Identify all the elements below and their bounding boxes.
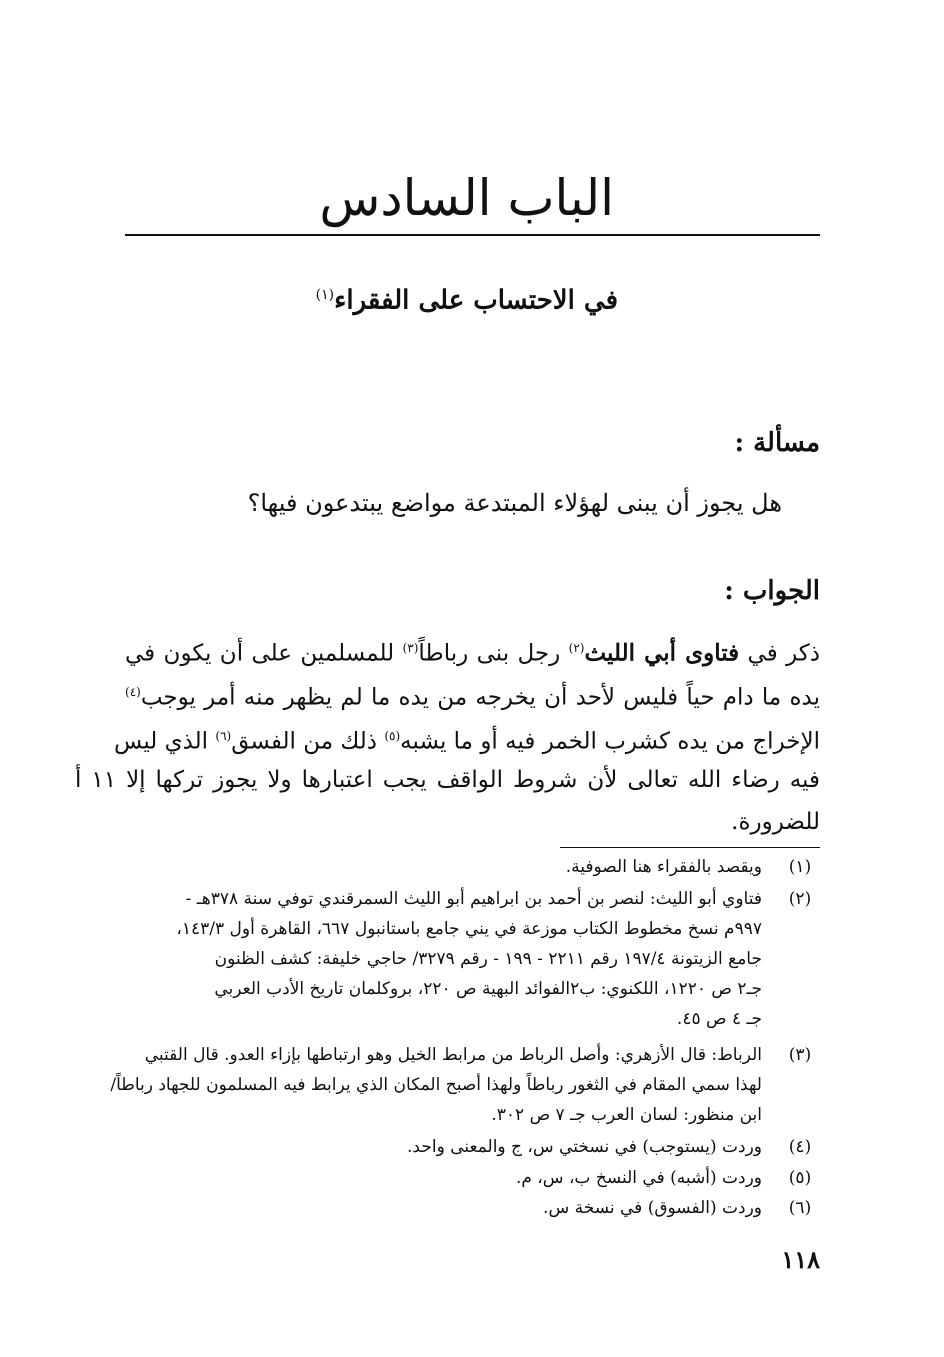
footnote-ref-5: (٥)	[384, 729, 401, 743]
footnote-line: وردت (الفسوق) في نسخة س.	[543, 1198, 762, 1218]
footnote-ref-4: (٤)	[125, 685, 141, 699]
masala-heading: مسألة :	[734, 428, 820, 458]
footnote-line: جـ ٤ ص ٤٥.	[676, 1009, 762, 1029]
question-text: هل يجوز أن يبنى لهؤلاء المبتدعة مواضع يبتدعون فيها؟	[247, 489, 782, 517]
answer-line-5: للضرورة.	[731, 809, 820, 835]
footnote-divider	[560, 847, 820, 848]
footnote-line: فتاوي أبو الليث: لنصر بن أحمد بن ابراهيم أبو الليث السمرقندي توفي سنة ٣٧٨هـ -	[185, 889, 762, 909]
answer-line-1-mid: رجل بنى رباطاً	[418, 640, 569, 667]
answer-line-1-prefix: ذكر في	[739, 640, 820, 667]
answer-line-3	[114, 714, 820, 764]
page-number: ١١٨	[781, 1245, 820, 1274]
footnote-number: (٢)	[788, 889, 812, 909]
footnote-line: وردت (يستوجب) في نسختي س، ج والمعنى واحد.	[407, 1137, 762, 1157]
answer-line-1	[125, 626, 820, 676]
footnote-ref-2: (٢)	[568, 641, 585, 655]
footnote-line: لهذا سمي المقام في الثغور رباطاً ولهذا أصبح المكان الذي يرابط فيه المسلمون للجهاد رباطاً/	[110, 1075, 762, 1095]
footnote-number: (٥)	[788, 1168, 812, 1188]
answer-line-2	[125, 670, 820, 720]
footnote-line: وردت (أشبه) في النسخ ب، س، م.	[515, 1168, 762, 1188]
answer-line-3-suffix: الذي ليس	[114, 728, 216, 755]
footnote-line: جامع الزيتونة ١٩٧/٤ رقم ٢٢١١ - ١٩٩ - رقم ٣٢٧٩/ حاجي خليفة: كشف الظنون	[214, 949, 762, 969]
footnote-number: (٤)	[788, 1137, 812, 1157]
footnote-ref-6: (٦)	[215, 729, 232, 743]
footnote-number: (١)	[788, 857, 812, 877]
footnote-line: ويقصد بالفقراء هنا الصوفية.	[565, 857, 762, 877]
answer-line-2-text: يده ما دام حياً فليس لأحد أن يخرجه من يده ما لم يظهر منه أمر يوجب	[140, 684, 820, 711]
footnote-number: (٣)	[788, 1045, 812, 1065]
chapter-title: الباب السادس	[319, 169, 614, 227]
footnote-line: ٩٩٧م نسخ مخطوط الكتاب موزعة في يني جامع باستانبول ٦٦٧، القاهرة أول ١٤٣/٣،	[176, 919, 762, 939]
answer-cited-book: فتاوى أبي الليث	[584, 639, 740, 667]
footnote-ref-3: (٣)	[402, 641, 419, 655]
answer-line-3-prefix: الإخراج من يده كشرب الخمر فيه أو ما يشبه	[400, 728, 820, 755]
footnote-line: الرباط: قال الأزهري: وأصل الرباط من مرابط الخيل وهو ارتباطها بإزاء العدو. قال القتبي	[144, 1045, 762, 1065]
chapter-subtitle	[316, 270, 618, 326]
answer-line-1-suffix: للمسلمين على أن يكون في	[125, 640, 403, 667]
answer-line-4: فيه رضاء الله تعالى لأن شروط الواقف يجب اعتبارها ولا يجوز تركها إلا ١١ أ	[75, 767, 820, 793]
subtitle-footnote-ref: (١)	[315, 287, 335, 303]
answer-line-3-mid: ذلك من الفسق	[231, 728, 385, 755]
answer-heading: الجواب :	[724, 576, 820, 606]
subtitle-text: في الاحتساب على الفقراء	[334, 285, 618, 316]
footnote-number: (٦)	[788, 1198, 812, 1218]
footnote-line: جـ٢ ص ١٢٢٠، اللكنوي: ب٢الفوائد البهية ص ٢٢٠، بروكلمان تاريخ الأدب العربي	[214, 979, 762, 999]
title-divider	[125, 234, 820, 236]
footnote-line: ابن منظور: لسان العرب جـ ٧ ص ٣٠٢.	[491, 1105, 762, 1125]
